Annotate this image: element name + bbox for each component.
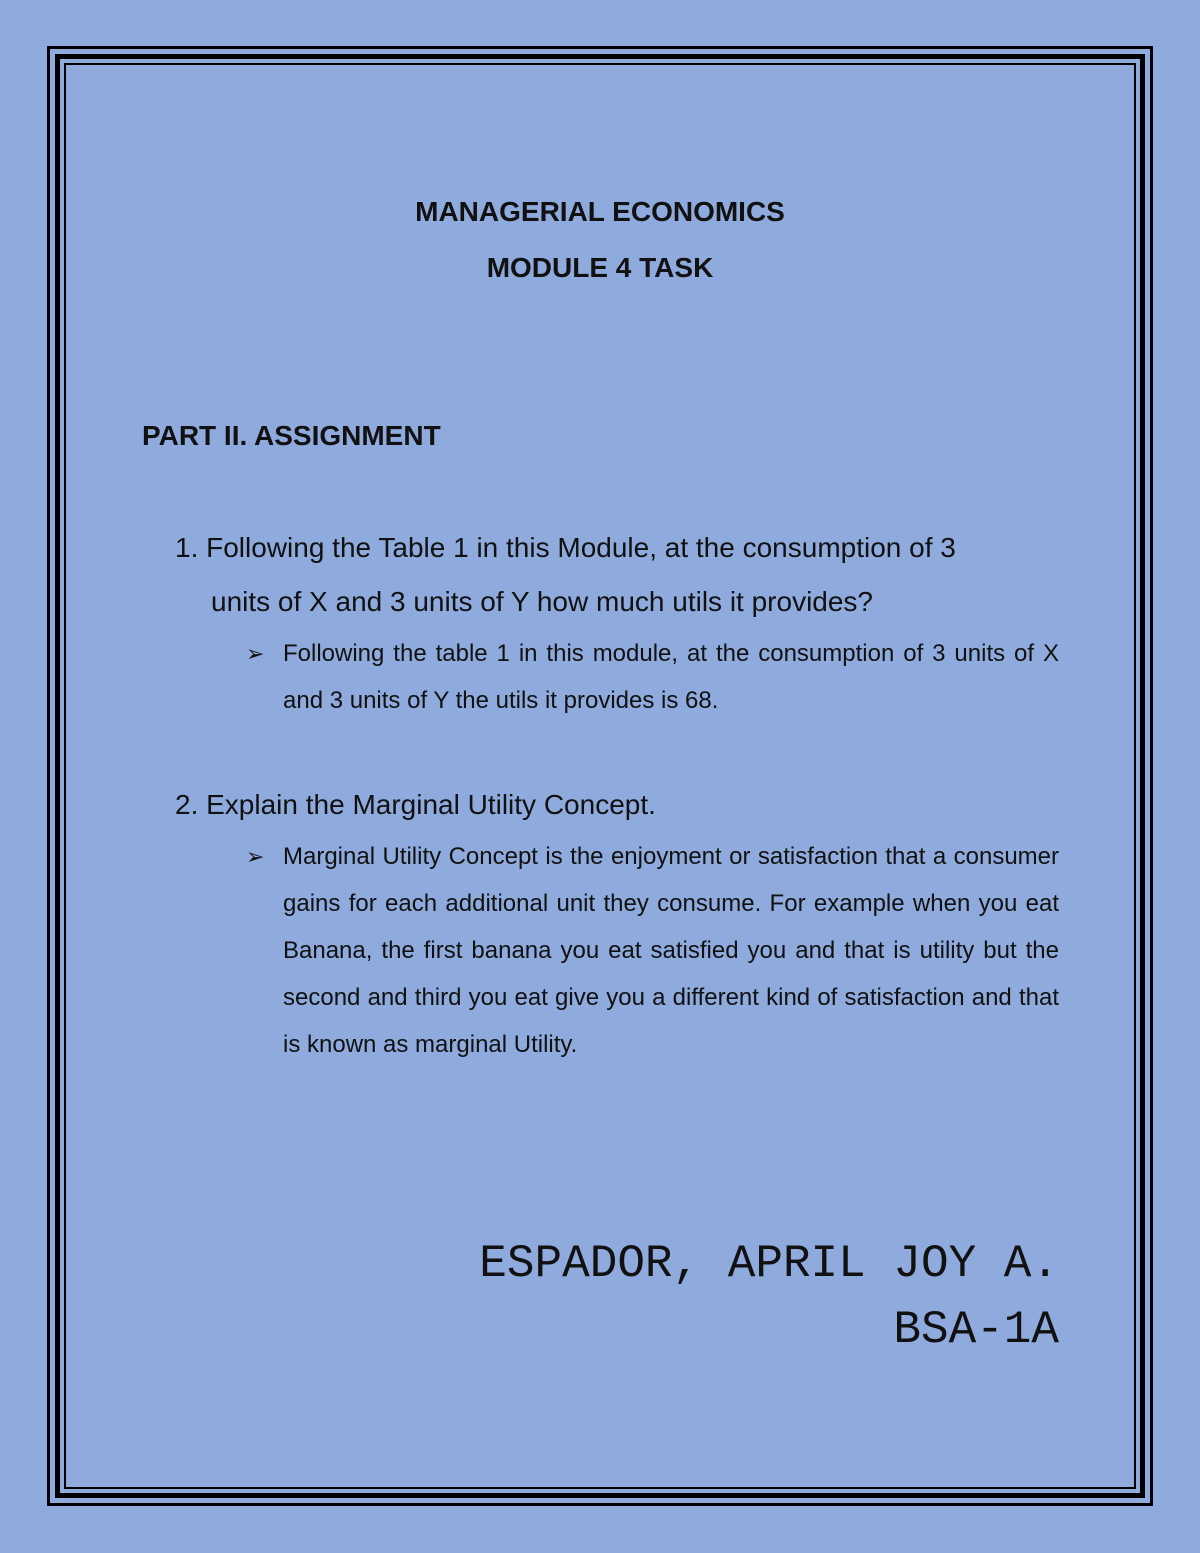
author-name: ESPADOR, APRIL JOY A.	[479, 1238, 1059, 1290]
arrow-bullet-icon: ➢	[246, 844, 265, 869]
answer-2: Marginal Utility Concept is the enjoyment or satisfaction that a consumer gains for each additional unit they consume. For example when you eat Banana, the first banana you eat satisfied you and that is utility but the second and third you eat give you a different kind of satisfaction and that is known as marginal Utility.	[283, 843, 1059, 1058]
section-heading: PART II. ASSIGNMENT	[142, 420, 441, 451]
question-2: 2. Explain the Marginal Utility Concept.	[175, 789, 656, 820]
question-1-line-2: units of X and 3 units of Y how much utils it provides?	[211, 586, 874, 617]
course-title: MANAGERIAL ECONOMICS	[415, 196, 785, 227]
module-title: MODULE 4 TASK	[486, 252, 714, 283]
arrow-bullet-icon: ➢	[246, 641, 265, 666]
question-1-line-1: 1. Following the Table 1 in this Module, at the consumption of 3	[175, 532, 956, 563]
author-section: BSA-1A	[893, 1304, 1059, 1356]
answer-1: Following the table 1 in this module, at the consumption of 3 units of X and 3 units of Y the utils it provides is 68.	[283, 640, 1059, 714]
